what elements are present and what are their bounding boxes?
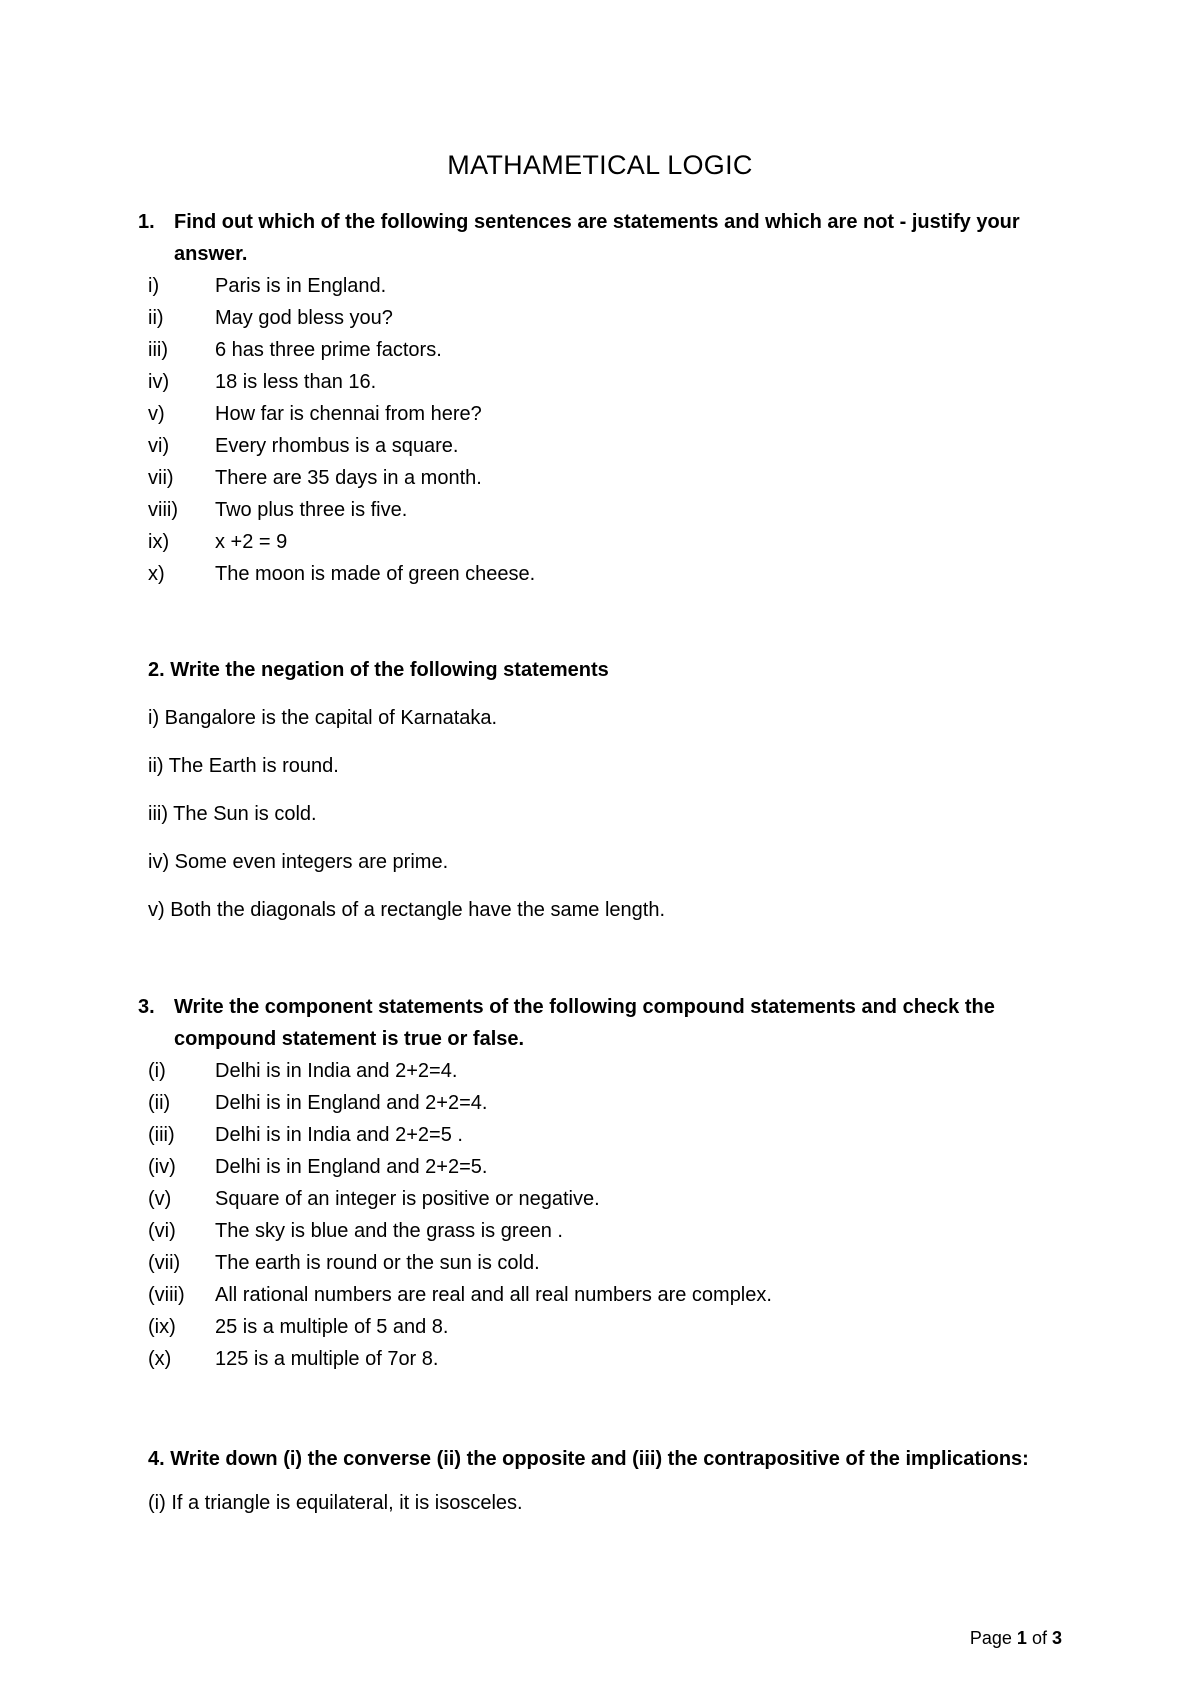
- item-text: How far is chennai from here?: [215, 403, 482, 425]
- list-item: [138, 1215, 1078, 1247]
- list-item: [138, 462, 1038, 494]
- question-3-heading: [138, 991, 1078, 1055]
- list-item: (i) If a triangle is equilateral, it is isosceles.: [148, 1492, 523, 1514]
- list-item: [138, 398, 1038, 430]
- question-2-heading: 2. Write the negation of the following statements: [148, 659, 609, 681]
- question-1-heading: [138, 206, 1038, 270]
- of-label: of: [1031, 1628, 1047, 1648]
- list-item: v) Both the diagonals of a rectangle have the same length.: [148, 899, 666, 921]
- item-label: iv): [148, 371, 170, 393]
- total-pages: 3: [1051, 1628, 1062, 1648]
- list-item: [138, 1151, 1078, 1183]
- current-page: 1: [1016, 1628, 1027, 1648]
- item-label: iii): [148, 339, 168, 361]
- list-item: ii) The Earth is round.: [148, 755, 339, 777]
- list-item: [138, 366, 1038, 398]
- item-label: (vi): [148, 1220, 176, 1242]
- item-label: (viii): [148, 1284, 185, 1306]
- item-label: (ii): [148, 1092, 171, 1114]
- question-2: [148, 654, 1048, 942]
- item-text: x +2 = 9: [215, 531, 288, 553]
- item-label: vii): [148, 467, 174, 489]
- question-1: [138, 206, 1038, 590]
- item-label: v): [148, 403, 165, 425]
- item-text: The earth is round or the sun is cold.: [215, 1252, 540, 1274]
- item-label: (i): [148, 1060, 166, 1082]
- question-4: [148, 1443, 1088, 1519]
- list-item: [138, 1055, 1078, 1087]
- item-text: 18 is less than 16.: [215, 371, 377, 393]
- list-item: iii) The Sun is cold.: [148, 803, 317, 825]
- item-label: ix): [148, 531, 170, 553]
- item-text: All rational numbers are real and all real numbers are complex.: [215, 1284, 772, 1306]
- item-text: The moon is made of green cheese.: [215, 563, 536, 585]
- item-text: Delhi is in India and 2+2=5 .: [215, 1124, 463, 1146]
- item-label: (x): [148, 1348, 172, 1370]
- item-label: vi): [148, 435, 170, 457]
- question-text: Write the component statements of the following compound statements and check the compound statement is true or false.: [174, 996, 995, 1050]
- question-3-list: [138, 1055, 1078, 1375]
- list-item: [138, 1311, 1078, 1343]
- list-item: [138, 1247, 1078, 1279]
- list-item: iv) Some even integers are prime.: [148, 851, 449, 873]
- item-text: 25 is a multiple of 5 and 8.: [215, 1316, 449, 1338]
- item-label: (iv): [148, 1156, 176, 1178]
- question-number: 3.: [138, 996, 155, 1018]
- item-text: Delhi is in India and 2+2=4.: [215, 1060, 458, 1082]
- question-4-heading: 4. Write down (i) the converse (ii) the opposite and (iii) the contrapositive of the implications:: [148, 1448, 1029, 1470]
- item-text: 125 is a multiple of 7or 8.: [215, 1348, 439, 1370]
- list-item: [138, 430, 1038, 462]
- list-item: i) Bangalore is the capital of Karnataka.: [148, 707, 498, 729]
- list-item: [138, 302, 1038, 334]
- question-1-list: [138, 270, 1038, 590]
- item-text: The sky is blue and the grass is green .: [215, 1220, 563, 1242]
- page-number: [970, 1628, 1062, 1649]
- list-item: [138, 334, 1038, 366]
- item-label: (v): [148, 1188, 172, 1210]
- item-label: x): [148, 563, 165, 585]
- page-title: MATHAMETICAL LOGIC: [447, 150, 753, 180]
- list-item: [138, 1183, 1078, 1215]
- page-label: Page: [969, 1628, 1012, 1648]
- list-item: [138, 1343, 1078, 1375]
- item-label: viii): [148, 499, 178, 521]
- item-label: (iii): [148, 1124, 175, 1146]
- list-item: [138, 1087, 1078, 1119]
- item-label: ii): [148, 307, 164, 329]
- item-text: There are 35 days in a month.: [215, 467, 482, 489]
- list-item: [138, 270, 1038, 302]
- question-3: [138, 991, 1078, 1375]
- list-item: [138, 558, 1038, 590]
- list-item: [138, 494, 1038, 526]
- question-number: 1.: [138, 211, 155, 233]
- item-label: (ix): [148, 1316, 176, 1338]
- item-text: 6 has three prime factors.: [215, 339, 442, 361]
- question-text: Find out which of the following sentences are statements and which are not - justify your answer.: [174, 211, 1020, 265]
- item-label: (vii): [148, 1252, 181, 1274]
- item-text: Square of an integer is positive or negative.: [215, 1188, 600, 1210]
- item-text: Paris is in England.: [215, 275, 387, 297]
- item-text: May god bless you?: [215, 307, 393, 329]
- item-text: Every rhombus is a square.: [215, 435, 459, 457]
- list-item: [138, 1279, 1078, 1311]
- list-item: [138, 526, 1038, 558]
- item-text: Two plus three is five.: [215, 499, 408, 521]
- item-label: i): [148, 275, 160, 297]
- item-text: Delhi is in England and 2+2=4.: [215, 1092, 488, 1114]
- list-item: [138, 1119, 1078, 1151]
- item-text: Delhi is in England and 2+2=5.: [215, 1156, 488, 1178]
